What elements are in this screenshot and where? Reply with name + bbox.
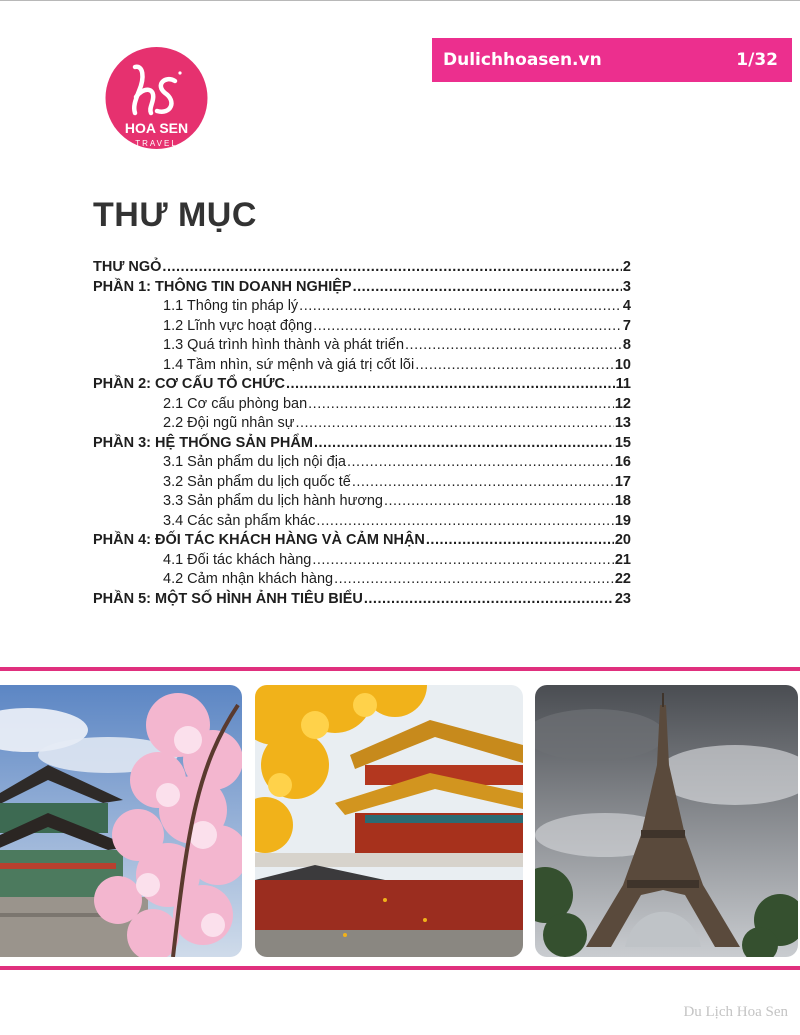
- toc-page-number: 21: [614, 551, 631, 568]
- hoa-sen-logo: [105, 47, 208, 160]
- table-of-contents: [93, 258, 631, 609]
- watermark: Du Lịch Hoa Sen: [683, 1004, 788, 1020]
- toc-subsection-entry[interactable]: [93, 551, 631, 571]
- toc-subsection-entry[interactable]: [93, 356, 631, 376]
- header-banner: [432, 38, 792, 82]
- toc-page-number: 10: [614, 356, 631, 373]
- toc-entry-label: 3.2 Sản phẩm du lịch quốc tế: [163, 473, 351, 490]
- toc-entry-label: 2.2 Đội ngũ nhân sự: [163, 415, 295, 431]
- toc-subsection-entry[interactable]: [93, 395, 631, 415]
- toc-dot-leader: [352, 473, 614, 493]
- toc-section-entry[interactable]: [93, 434, 631, 454]
- toc-subsection-entry[interactable]: [93, 512, 631, 532]
- toc-page-number: 8: [622, 337, 631, 353]
- logo-name: HOA SEN: [124, 120, 189, 136]
- toc-page-number: 23: [614, 590, 631, 607]
- eiffel-tower-photo: [535, 685, 798, 957]
- toc-entry-label: PHẦN 4: ĐỐI TÁC KHÁCH HÀNG VÀ CẢM NHẬN: [93, 532, 425, 548]
- toc-page-number: 16: [614, 454, 631, 470]
- toc-section-entry[interactable]: [93, 278, 631, 298]
- toc-entry-label: 1.2 Lĩnh vực hoạt động: [163, 317, 313, 334]
- toc-dot-leader: [353, 278, 622, 298]
- toc-subsection-entry[interactable]: [93, 570, 631, 590]
- toc-page-number: 15: [614, 434, 631, 451]
- toc-entry-label: 1.4 Tầm nhìn, sứ mệnh và giá trị cốt lõi: [163, 356, 415, 373]
- toc-dot-leader: [312, 551, 614, 571]
- toc-page-number: 13: [614, 415, 631, 431]
- toc-dot-leader: [364, 590, 614, 610]
- top-border-line: [0, 0, 800, 1]
- toc-entry-label: PHẦN 2: CƠ CẤU TỔ CHỨC: [93, 376, 285, 392]
- toc-entry-label: 1.3 Quá trình hình thành và phát triển: [163, 337, 405, 353]
- toc-dot-leader: [334, 570, 614, 590]
- toc-dot-leader: [299, 297, 622, 317]
- top-divider: [0, 667, 800, 671]
- toc-entry-label: 1.1 Thông tin pháp lý: [163, 298, 299, 314]
- toc-page-number: 2: [622, 259, 631, 275]
- toc-page-number: 22: [614, 571, 631, 587]
- toc-page-number: 7: [622, 317, 631, 334]
- toc-dot-leader: [314, 434, 614, 454]
- toc-subsection-entry[interactable]: [93, 336, 631, 356]
- toc-section-entry[interactable]: [93, 531, 631, 551]
- toc-entry-label: PHẦN 5: MỘT SỐ HÌNH ẢNH TIÊU BIỂU: [93, 590, 363, 607]
- toc-entry-label: 3.1 Sản phẩm du lịch nội địa: [163, 454, 346, 470]
- toc-dot-leader: [316, 512, 614, 532]
- toc-page-number: 17: [614, 473, 631, 490]
- forbidden-city-autumn-photo: [255, 685, 523, 957]
- toc-dot-leader: [347, 453, 614, 473]
- toc-dot-leader: [384, 492, 614, 512]
- toc-subsection-entry[interactable]: [93, 414, 631, 434]
- toc-dot-leader: [295, 414, 613, 434]
- toc-section-entry[interactable]: [93, 590, 631, 610]
- toc-entry-label: 2.1 Cơ cấu phòng ban: [163, 395, 308, 412]
- toc-dot-leader: [308, 395, 614, 415]
- logo-tagline: TRAVEL: [135, 139, 178, 148]
- toc-page-number: 18: [614, 493, 631, 509]
- toc-dot-leader: [415, 356, 614, 376]
- website-label[interactable]: Dulichhoasen.vn: [443, 50, 602, 70]
- toc-entry-label: PHẦN 3: HỆ THỐNG SẢN PHẨM: [93, 434, 313, 451]
- toc-subsection-entry[interactable]: [93, 453, 631, 473]
- toc-section-entry[interactable]: [93, 375, 631, 395]
- toc-page-number: 12: [614, 395, 631, 412]
- korean-palace-cherry-blossom-photo: [0, 685, 242, 957]
- toc-page-number: 20: [614, 532, 631, 548]
- toc-subsection-entry[interactable]: [93, 317, 631, 337]
- toc-entry-label: 3.3 Sản phẩm du lịch hành hương: [163, 493, 383, 509]
- toc-page-number: 11: [615, 376, 631, 392]
- toc-page-number: 3: [622, 278, 631, 295]
- page-title: THƯ MỤC: [93, 196, 257, 234]
- toc-subsection-entry[interactable]: [93, 492, 631, 512]
- toc-dot-leader: [426, 531, 614, 551]
- toc-page-number: 19: [614, 512, 631, 529]
- toc-page-number: 4: [622, 298, 631, 314]
- page-number: 1/32: [736, 50, 778, 70]
- toc-subsection-entry[interactable]: [93, 473, 631, 493]
- toc-dot-leader: [162, 258, 622, 278]
- toc-entry-label: PHẦN 1: THÔNG TIN DOANH NGHIỆP: [93, 278, 352, 295]
- toc-entry-label: 3.4 Các sản phẩm khác: [163, 512, 316, 529]
- toc-subsection-entry[interactable]: [93, 297, 631, 317]
- toc-entry-label: THƯ NGỎ: [93, 259, 162, 275]
- toc-dot-leader: [405, 336, 622, 356]
- bottom-divider: [0, 966, 800, 970]
- toc-entry-label: 4.2 Cảm nhận khách hàng: [163, 571, 334, 587]
- toc-dot-leader: [313, 317, 622, 337]
- toc-entry-label: 4.1 Đối tác khách hàng: [163, 551, 312, 568]
- toc-dot-leader: [286, 375, 615, 395]
- toc-section-entry[interactable]: [93, 258, 631, 278]
